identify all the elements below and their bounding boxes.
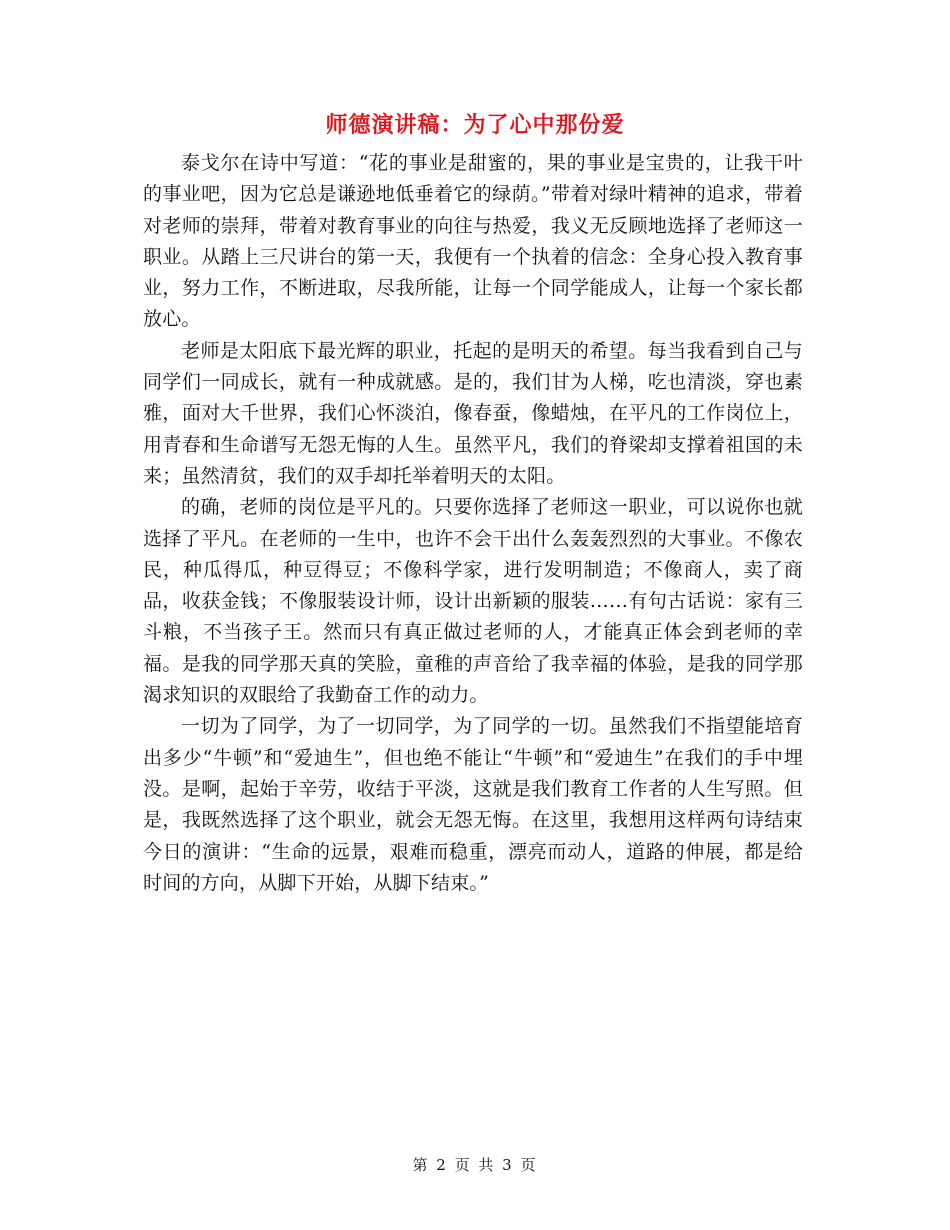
page-number-footer: 第 2 页 共 3 页 — [412, 1156, 538, 1174]
paragraph-2: 老师是太阳底下最光辉的职业，托起的是明天的希望。每当我看到自己与同学们一同成长，就有一种成就感。是的，我们甘为人梯，吃也清淡，穿也素雅，面对大千世界，我们心怀淡泊，像春蚕，像蜡烛，在平凡的工作岗位上，用青春和生命谱写无怨无悔的人生。虽然平凡，我们的脊梁却支撑着祖国的未来；虽然清贫，我们的双手却托举着明天的太阳。 — [143, 339, 803, 487]
paragraph-1: 泰戈尔在诗中写道：“花的事业是甜蜜的，果的事业是宝贵的，让我干叶的事业吧，因为它总是谦逊地低垂着它的绿荫。”带着对绿叶精神的追求，带着对老师的崇拜，带着对教育事业的向往与热爱，我义无反顾地选择了老师这一职业。从踏上三尺讲台的第一天，我便有一个执着的信念：全身心投入教育事业，努力工作，不断进取，尽我所能，让每一个同学能成人，让每一个家长都放心。 — [143, 152, 803, 331]
paragraph-3: 的确，老师的岗位是平凡的。只要你选择了老师这一职业，可以说你也就选择了平凡。在老师的一生中，也许不会干出什么轰轰烈烈的大事业。不像农民，种瓜得瓜，种豆得豆；不像科学家，进行发明制造；不像商人，卖了商品，收获金钱；不像服装设计师，设计出新颖的服装……有句古话说：家有三斗粮，不当孩子王。然而只有真正做过老师的人，才能真正体会到老师的幸福。是我的同学那天真的笑脸，童稚的声音给了我幸福的体验，是我的同学那渴求知识的双眼给了我勤奋工作的动力。 — [143, 496, 803, 707]
paragraph-4: 一切为了同学，为了一切同学，为了同学的一切。虽然我们不指望能培育出多少“牛顿”和“爱迪生”，但也绝不能让“牛顿”和“爱迪生”在我们的手中埋没。是啊，起始于辛劳，收结于平淡，这就是我们教育工作者的人生写照。但是，我既然选择了这个职业，就会无怨无悔。在这里，我想用这样两句诗结束今日的演讲：“生命的远景，艰难而稳重，漂亮而动人，道路的伸展，都是给时间的方向，从脚下开始，从脚下结束。” — [143, 715, 803, 894]
document-body — [143, 148, 803, 899]
page-title: 师德演讲稿：为了心中那份爱 — [325, 113, 625, 138]
